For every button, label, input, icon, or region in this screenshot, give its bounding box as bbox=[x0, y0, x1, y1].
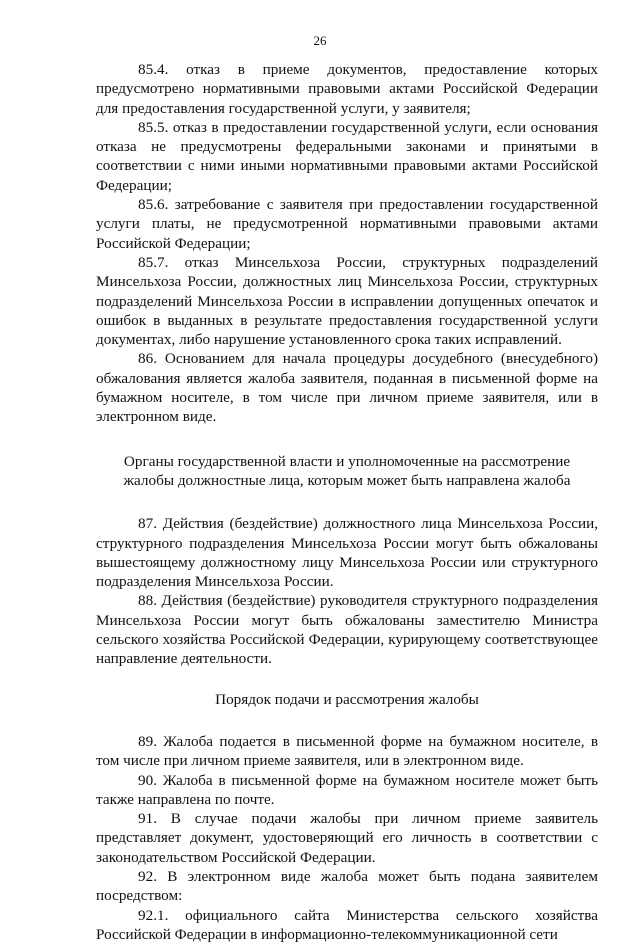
document-body bbox=[96, 60, 598, 944]
paragraph-86: 86. Основанием для начала процедуры досудебного (внесудебного) обжалования является жалоба заявителя, поданная в письменной форме на бумажном носителе, в том числе при личном приеме заявителя, или в электронном виде. bbox=[96, 350, 598, 426]
paragraph-88: 88. Действия (бездействие) руководителя структурного подразделения Минсельхоза России могут быть обжалованы заместителю Министра сельского хозяйства Российской Федерации, курирующему соответствующее направление деятельности. bbox=[96, 592, 598, 668]
paragraph-87: 87. Действия (бездействие) должностного лица Минсельхоза России, структурного подразделения Минсельхоза России могут быть обжалованы вышестоящему должностному лицу Минсельхоза России или структурного подразделения Минсельхоза России. bbox=[96, 515, 598, 591]
paragraph-85-4: 85.4. отказ в приеме документов, предоставление которых предусмотрено нормативными правовыми актами Российской Федерации для предоставления государственной услуги, у заявителя; bbox=[96, 61, 598, 117]
page-number: 26 bbox=[313, 33, 327, 48]
paragraph-85-6: 85.6. затребование с заявителя при предоставлении государственной услуги платы, не предусмотренной нормативными правовыми актами Российской Федерации; bbox=[96, 196, 598, 252]
section-heading-complaint-bodies: Органы государственной власти и уполномоченные на рассмотрение жалобы должностные лица, которым может быть направлена жалоба bbox=[123, 452, 571, 489]
paragraph-92-1: 92.1. официального сайта Министерства сельского хозяйства Российской Федерации в информационно-телекоммуникационной сети bbox=[96, 906, 598, 943]
paragraph-85-5: 85.5. отказ в предоставлении государственной услуги, если основания отказа не предусмотрены федеральными законами и принятыми в соответствии с ними иными нормативными правовыми актами Российской Федерации; bbox=[96, 118, 598, 194]
section-heading-complaint-procedure: Порядок подачи и рассмотрения жалобы bbox=[215, 690, 479, 708]
paragraph-85-7: 85.7. отказ Минсельхоза России, структурных подразделений Минсельхоза России, должностных лиц Минсельхоза России, структурных подразделений Минсельхоза России в исправлении допущенных опечаток и ошибок в выданных в результате предоставления государственной услуги документах, либо нарушение установленного срока таких исправлений. bbox=[96, 253, 598, 349]
paragraph-92: 92. В электронном виде жалоба может быть подана заявителем посредством: bbox=[96, 867, 598, 905]
paragraph-91: 91. В случае подачи жалобы при личном приеме заявитель представляет документ, удостоверяющий его личность в соответствии с законодательством Российской Федерации. bbox=[96, 810, 598, 866]
paragraph-90: 90. Жалоба в письменной форме на бумажном носителе может быть также направлена по почте. bbox=[96, 771, 598, 808]
paragraph-89: 89. Жалоба подается в письменной форме на бумажном носителе, в том числе при личном приеме заявителя, или в электронном виде. bbox=[96, 732, 598, 770]
